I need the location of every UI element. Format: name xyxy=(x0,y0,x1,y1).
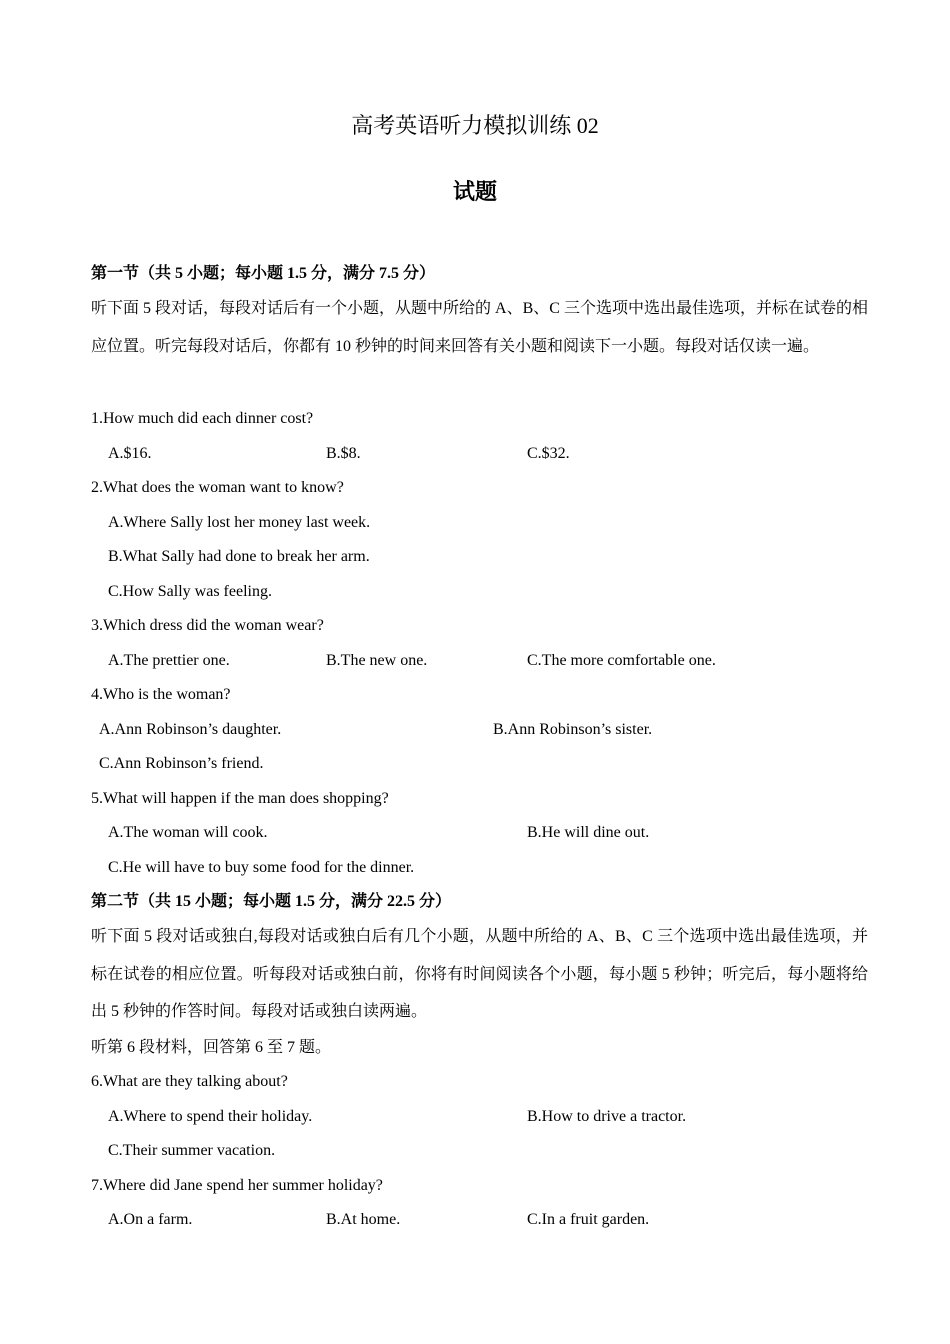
question-3: 3.Which dress did the woman wear? xyxy=(91,617,324,634)
question-1: 1.How much did each dinner cost? xyxy=(91,410,314,427)
q4-option-c: C.Ann Robinson’s friend. xyxy=(99,755,264,772)
q7-option-a: A.On a farm. xyxy=(108,1211,193,1228)
q1-option-a: A.$16. xyxy=(108,445,152,462)
q6-option-a: A.Where to spend their holiday. xyxy=(108,1108,313,1125)
section-2-heading: 第二节（共 15 小题；每小题 1.5 分，满分 22.5 分） xyxy=(91,893,452,910)
q5-option-a: A.The woman will cook. xyxy=(108,824,268,841)
q2-option-c: C.How Sally was feeling. xyxy=(108,583,272,600)
section-2-instructions: 听下面 5 段对话或独白,每段对话或独白后有几个小题，从题中所给的 A、B、C 三个选项中选出最佳选项，并标在试卷的相应位置。听每段对话或独白前，你将有时间阅读各个小题，每小题 5 秒钟；听完后，每小题将给出 5 秒钟的作答时间。每段对话或独白读两遍。 xyxy=(91,928,868,1020)
question-2: 2.What does the woman want to know? xyxy=(91,479,344,496)
q7-option-b: B.At home. xyxy=(326,1211,401,1228)
question-6: 6.What are they talking about? xyxy=(91,1073,288,1090)
q5-option-b: B.He will dine out. xyxy=(527,824,650,841)
q3-option-a: A.The prettier one. xyxy=(108,652,230,669)
q5-option-c: C.He will have to buy some food for the dinner. xyxy=(108,859,415,876)
question-4: 4.Who is the woman? xyxy=(91,686,231,703)
q7-option-c: C.In a fruit garden. xyxy=(527,1211,650,1228)
question-5: 5.What will happen if the man does shopping? xyxy=(91,790,389,807)
material-6-note: 听第 6 段材料，回答第 6 至 7 题。 xyxy=(91,1039,332,1056)
q6-option-b: B.How to drive a tractor. xyxy=(527,1108,687,1125)
section-1-heading: 第一节（共 5 小题；每小题 1.5 分，满分 7.5 分） xyxy=(91,265,436,282)
q3-option-b: B.The new one. xyxy=(326,652,428,669)
q3-option-c: C.The more comfortable one. xyxy=(527,652,716,669)
doc-subtitle: 试题 xyxy=(452,179,497,204)
q1-option-c: C.$32. xyxy=(527,445,570,462)
q1-option-b: B.$8. xyxy=(326,445,361,462)
section-1-instructions: 听下面 5 段对话，每段对话后有一个小题，从题中所给的 A、B、C 三个选项中选出最佳选项，并标在试卷的相应位置。听完每段对话后，你都有 10 秒钟的时间来回答有关小题和阅读下一小题。每段对话仅读一遍。 xyxy=(91,300,868,355)
q4-option-b: B.Ann Robinson’s sister. xyxy=(493,721,653,738)
q2-option-a: A.Where Sally lost her money last week. xyxy=(108,514,371,531)
question-7: 7.Where did Jane spend her summer holiday? xyxy=(91,1177,383,1194)
q2-option-b: B.What Sally had done to break her arm. xyxy=(108,548,370,565)
doc-title: 高考英语听力模拟训练 02 xyxy=(351,113,599,138)
q6-option-c: C.Their summer vacation. xyxy=(108,1142,276,1159)
q4-option-a: A.Ann Robinson’s daughter. xyxy=(99,721,282,738)
